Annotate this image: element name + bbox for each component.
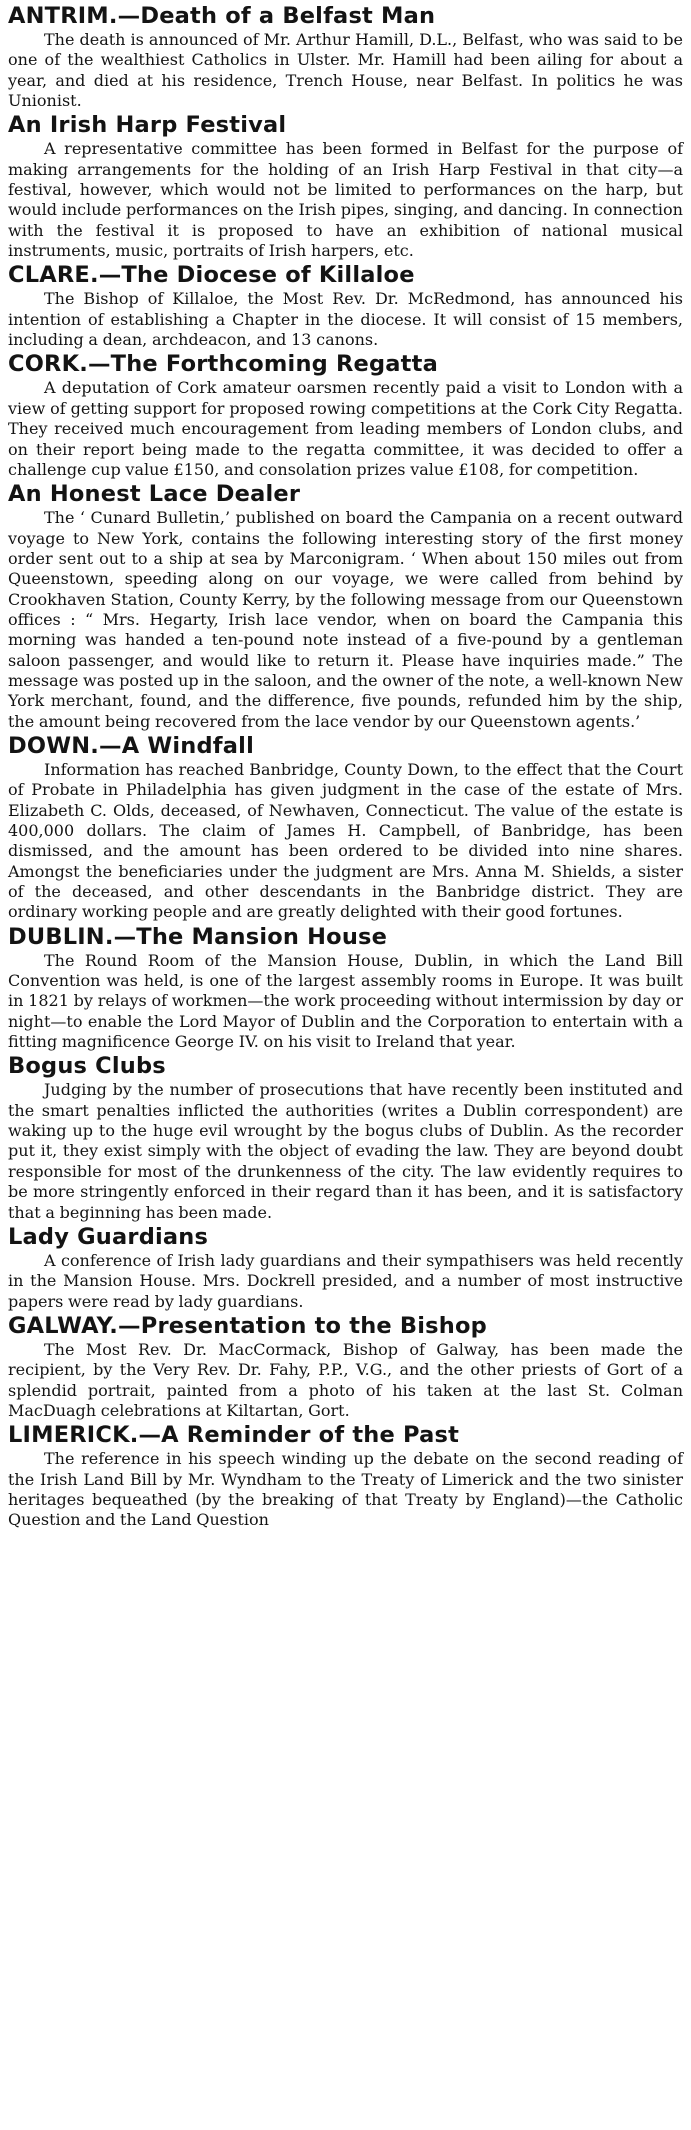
article-heading: Lady Guardians bbox=[8, 1223, 209, 1250]
article-heading: ANTRIM.—Death of a Belfast Man bbox=[8, 3, 436, 29]
article-heading: LIMERICK.—A Reminder of the Past bbox=[8, 1422, 460, 1449]
article-irish-harp-festival bbox=[8, 111, 683, 261]
article-honest-lace-dealer bbox=[8, 480, 683, 732]
article-heading: An Honest Lace Dealer bbox=[8, 481, 301, 508]
article-heading: DUBLIN.—The Mansion House bbox=[8, 923, 388, 950]
article-limerick bbox=[8, 1421, 683, 1530]
article-down bbox=[8, 732, 683, 923]
article-body: Judging by the number of prosecutions that have recently been instituted and the smart penalties inflicted the authorities (writes a Dublin correspondent) are waking up to the huge evil wrought by the bogus clubs of Dublin. As the recorder put it, they exist simply with the object of evading the law. They are beyond doubt responsible for most of the drunkenness of the city. The law evidently requires to be more stringently enforced in their regard than it has been, and it is satisfactory that a beginning has been made. bbox=[8, 1080, 683, 1222]
article-heading: DOWN.—A Windfall bbox=[8, 732, 254, 759]
article-body: The ‘ Cunard Bulletin,’ published on board the Campania on a recent outward voyage to New York, contains the following interesting story of the first money order sent out to a ship at sea by Marconigram. ‘ When about 150 miles out from Queenstown, speeding along on our voyage, we were called from behind by Crookhaven Station, County Kerry, by the following message from our Queenstown offices : “ Mrs. Hegarty, Irish lace vendor, when on board the Campania this morning was handed a ten-pound note instead of a five-pound by a gentleman saloon passenger, and would like to return it. Please have inquiries made.” The message was posted up in the saloon, and the owner of the note, a well-known New York merchant, found, and the difference, five pounds, refunded him by the ship, the amount being recovered from the lace vendor by our Queenstown agents.’ bbox=[8, 508, 683, 731]
article-body: The Most Rev. Dr. MacCormack, Bishop of Galway, has been made the recipient, by the Very Rev. Dr. Fahy, P.P., V.G., and the other priests of Gort of a splendid portrait, painted from a photo of his taken at the last St. Colman MacDuagh celebrations at Kiltartan, Gort. bbox=[8, 1339, 683, 1420]
article-body: The Bishop of Killaloe, the Most Rev. Dr. McRedmond, has announced his intention of establishing a Chapter in the diocese. It will consist of 15 members, including a dean, archdeacon, and 13 canons. bbox=[8, 289, 683, 350]
article-clare bbox=[8, 261, 683, 350]
article-heading: Bogus Clubs bbox=[8, 1053, 166, 1080]
article-heading: CORK.—The Forthcoming Regatta bbox=[8, 351, 438, 378]
article-body: The reference in his speech winding up the debate on the second reading of the Irish Land Bill by Mr. Wyndham to the Treaty of Limerick and the two sinister heritages bequeathed (by the breaking of that Treaty by England)—the Catholic Question and the Land Question bbox=[8, 1449, 683, 1530]
article-dublin bbox=[8, 923, 683, 1053]
article-body: A conference of Irish lady guardians and their sympathisers was held recently in the Mansion House. Mrs. Dockrell presided, and a number of most instructive papers were read by lady guardians. bbox=[8, 1250, 683, 1311]
article-lady-guardians bbox=[8, 1223, 683, 1312]
article-body: The Round Room of the Mansion House, Dublin, in which the Land Bill Convention was held, is one of the largest assembly rooms in Europe. It was built in 1821 by relays of workmen—the work proceeding without intermission by day or night—to enable the Lord Mayor of Dublin and the Corporation to entertain with a fitting magnificence George IV. on his visit to Ireland that year. bbox=[8, 950, 683, 1052]
article-cork bbox=[8, 350, 683, 480]
article-heading: GALWAY.—Presentation to the Bishop bbox=[8, 1312, 487, 1339]
article-body: A representative committee has been formed in Belfast for the purpose of making arrangements for the holding of an Irish Harp Festival in that city—a festival, however, which would not be limited to performances on the harp, but would include performances on the Irish pipes, singing, and dancing. In connection with the festival it is proposed to have an exhibition of national musical instruments, music, portraits of Irish harpers, etc. bbox=[8, 139, 683, 261]
article-body: Information has reached Banbridge, County Down, to the effect that the Court of Probate in Philadelphia has given judgment in the case of the estate of Mrs. Elizabeth C. Olds, deceased, of Newhaven, Connecticut. The value of the estate is 400,000 dollars. The claim of James H. Campbell, of Banbridge, has been dismissed, and the amount has been ordered to be divided into nine shares. Amongst the beneficiaries under the judgment are Mrs. Anna M. Shields, a sister of the deceased, and other descendants in the Banbridge district. They are ordinary working people and are greatly delighted with their good fortunes. bbox=[8, 759, 683, 922]
article-bogus-clubs bbox=[8, 1052, 683, 1222]
article-body: The death is announced of Mr. Arthur Hamill, D.L., Belfast, who was said to be one of the wealthiest Catholics in Ulster. Mr. Hamill had been ailing for about a year, and died at his residence, Trench House, near Belfast. In politics he was Unionist. bbox=[8, 30, 683, 111]
article-antrim bbox=[8, 2, 683, 111]
article-heading: An Irish Harp Festival bbox=[8, 112, 287, 139]
article-heading: CLARE.—The Diocese of Killaloe bbox=[8, 262, 415, 289]
article-galway bbox=[8, 1312, 683, 1421]
article-body: A deputation of Cork amateur oarsmen recently paid a visit to London with a view of getting support for proposed rowing competitions at the Cork City Regatta. They received much encouragement from leading members of London clubs, and on their report being made to the regatta committee, it was decided to offer a challenge cup value £150, and consolation prizes value £108, for competition. bbox=[8, 378, 683, 479]
